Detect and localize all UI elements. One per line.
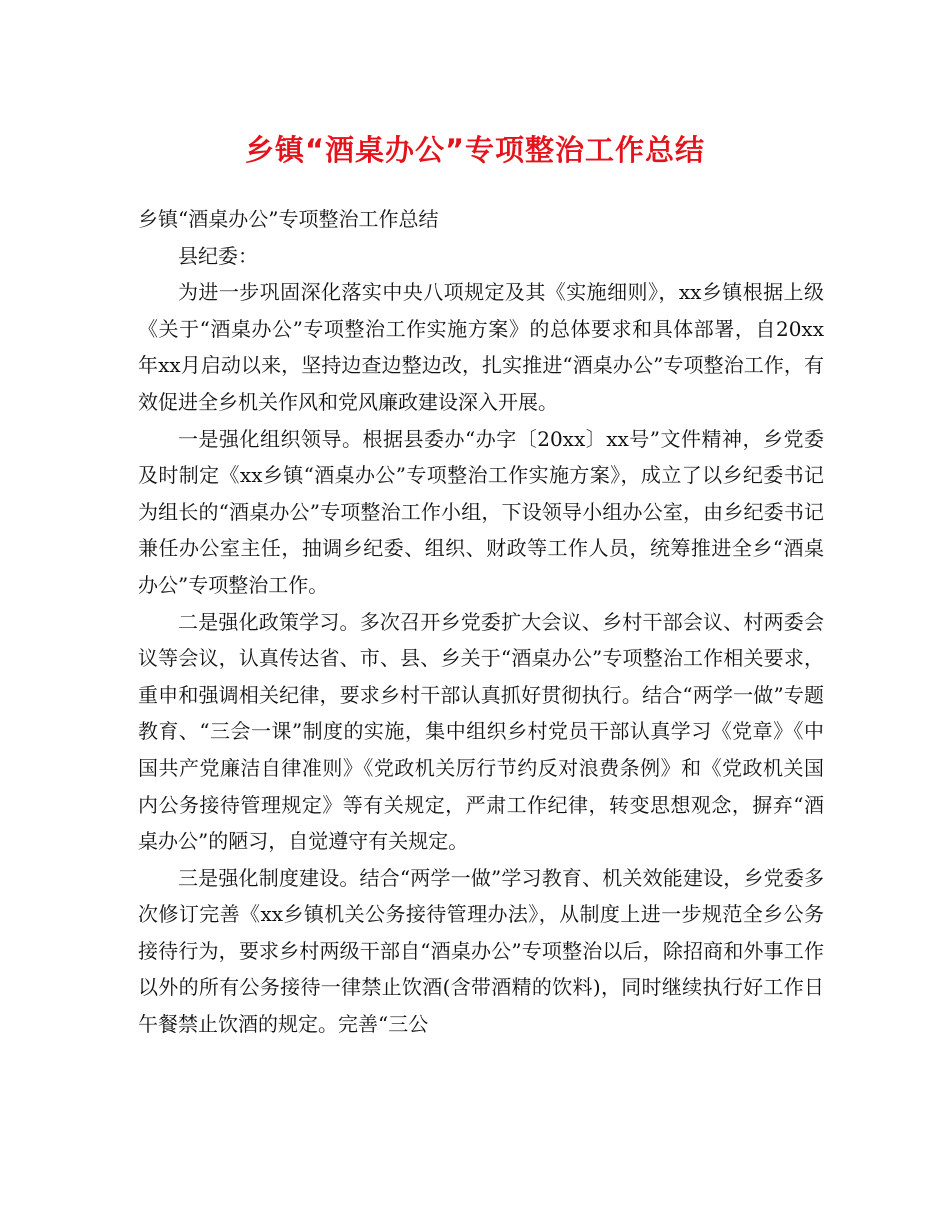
- addressee: 县纪委：: [178, 243, 258, 268]
- document-body: [138, 201, 824, 1043]
- paragraph-policy-study: 二是强化政策学习。多次召开乡党委扩大会议、乡村干部会议、村两委会议等会议，认真传达省、市、县、乡关于“酒桌办公”专项整治工作相关要求，重申和强调相关纪律，要求乡村干部认真抓好贯彻执行。结合“两学一做”专题教育、“三会一课”制度的实施，集中组织乡村党员干部认真学习《党章》《中国共产党廉洁自律准则》《党政机关厉行节约反对浪费条例》和《党政机关国内公务接待管理规定》等有关规定，严肃工作纪律，转变思想观念，摒弃“酒桌办公”的陋习，自觉遵守有关规定。: [138, 609, 824, 854]
- paragraph-intro: 为进一步巩固深化落实中央八项规定及其《实施细则》，xx乡镇根据上级《关于“酒桌办公”专项整治工作实施方案》的总体要求和具体部署，自20xx年xx月启动以来，坚持边查边整边改，扎实推进“酒桌办公”专项整治工作，有效促进全乡机关作风和党风廉政建设深入开展。: [138, 280, 824, 414]
- paragraph-organization: 一是强化组织领导。根据县委办“办字〔20xx〕xx号”文件精神，乡党委及时制定《xx乡镇“酒桌办公”专项整治工作实施方案》，成立了以乡纪委书记为组长的“酒桌办公”专项整治工作小组，下设领导小组办公室，由乡纪委书记兼任办公室主任，抽调乡纪委、组织、财政等工作人员，统筹推进全乡“酒桌办公”专项整治工作。: [138, 426, 824, 597]
- document-subtitle: 乡镇“酒桌办公”专项整治工作总结: [138, 207, 439, 231]
- document-title: 乡镇“酒桌办公”专项整治工作总结: [244, 133, 706, 167]
- paragraph-system-building: 三是强化制度建设。结合“两学一做”学习教育、机关效能建设，乡党委多次修订完善《xx乡镇机关公务接待管理办法》，从制度上进一步规范全乡公务接待行为，要求乡村两级干部自“酒桌办公”专项整治以后，除招商和外事工作以外的所有公务接待一律禁止饮酒(含带酒精的饮料)，同时继续执行好工作日午餐禁止饮酒的规定。完善“三公: [138, 865, 824, 1037]
